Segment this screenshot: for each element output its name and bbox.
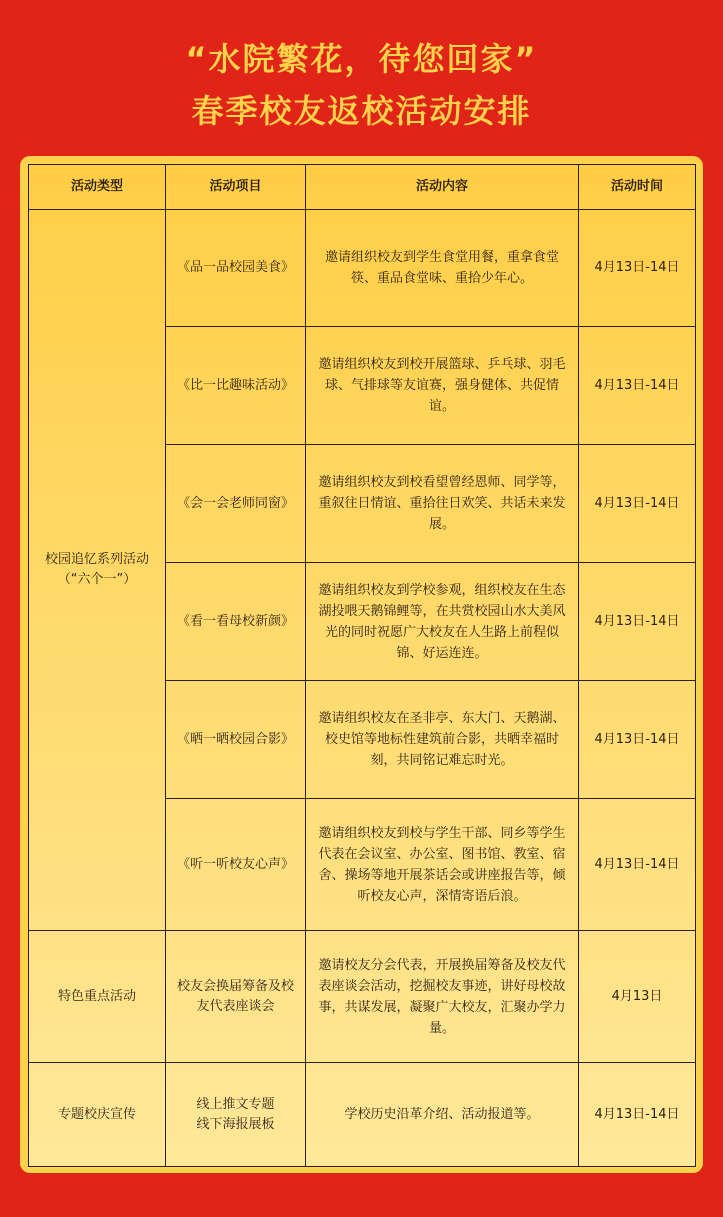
activity-time-cell: 4月13日-14日	[579, 563, 696, 681]
activity-type-cell: 特色重点活动	[29, 931, 166, 1063]
activity-content-cell: 邀请组织校友到校与学生干部、同乡等学生代表在会议室、办公室、图书馆、教室、宿舍、操场等地开展茶话会或讲座报告等，倾听校友心声，深情寄语后浪。	[306, 799, 579, 931]
activity-time-cell: 4月13日	[579, 931, 696, 1063]
table-row	[29, 1063, 696, 1167]
activity-item-cell: 《会一会老师同窗》	[166, 445, 306, 563]
header-activity-time: 活动时间	[579, 165, 696, 210]
activity-content-cell: 邀请组织校友到学生食堂用餐，重拿食堂筷、重品食堂味、重拾少年心。	[306, 210, 579, 327]
activity-item-cell: 《比一比趣味活动》	[166, 327, 306, 445]
activity-item-line1: 线上推文专题	[196, 1096, 275, 1112]
table-header-row	[29, 165, 696, 210]
header-activity-item: 活动项目	[166, 165, 306, 210]
activity-time-cell: 4月13日-14日	[579, 210, 696, 327]
activity-item-cell: 《看一看母校新颜》	[166, 563, 306, 681]
activity-item-line2: 线下海报展板	[196, 1116, 275, 1132]
table-row	[29, 210, 696, 327]
activity-time-cell: 4月13日-14日	[579, 327, 696, 445]
activity-content-cell: 邀请组织校友到校看望曾经恩师、同学等，重叙往日情谊、重拾往日欢笑、共话未来发展。	[306, 445, 579, 563]
activity-content-cell: 学校历史沿革介绍、活动报道等。	[306, 1063, 579, 1167]
activity-item-cell: 校友会换届筹备及校友代表座谈会	[166, 931, 306, 1063]
header-activity-content: 活动内容	[306, 165, 579, 210]
page-title-line2: 春季校友返校活动安排	[191, 92, 532, 130]
activity-item-cell	[166, 1063, 306, 1167]
activity-item-cell: 《晒一晒校园合影》	[166, 681, 306, 799]
activity-type-label: 校园追忆系列活动	[44, 552, 149, 567]
activity-time-cell: 4月13日-14日	[579, 681, 696, 799]
activity-type-cell	[29, 210, 166, 931]
activity-type-cell: 专题校庆宣传	[29, 1063, 166, 1167]
activity-time-cell: 4月13日-14日	[579, 445, 696, 563]
page-title-line1: “水院繁花，待您回家”	[185, 40, 538, 78]
activity-time-cell: 4月13日-14日	[579, 799, 696, 931]
activity-item-cell: 《听一听校友心声》	[166, 799, 306, 931]
activity-item-cell: 《品一品校园美食》	[166, 210, 306, 327]
activity-schedule-table	[28, 164, 696, 1167]
activity-content-cell: 邀请组织校友到校开展篮球、乒乓球、羽毛球、气排球等友谊赛，强身健体、共促情谊。	[306, 327, 579, 445]
table-row	[29, 931, 696, 1063]
activity-content-cell: 邀请组织校友到学校参观，组织校友在生态湖投喂天鹅锦鲤等，在共赏校园山水大美风光的同时祝愿广大校友在人生路上前程似锦、好运连连。	[306, 563, 579, 681]
activity-time-cell: 4月13日-14日	[579, 1063, 696, 1167]
activity-content-cell: 邀请校友分会代表，开展换届筹备及校友代表座谈会活动，挖掘校友事迹，讲好母校故事，共谋发展，凝聚广大校友，汇聚办学力量。	[306, 931, 579, 1063]
header-activity-type: 活动类型	[29, 165, 166, 210]
activity-type-sublabel: （“六个一”）	[57, 572, 137, 587]
activity-content-cell: 邀请组织校友在圣非亭、东大门、天鹅湖、校史馆等地标性建筑前合影，共晒幸福时刻，共同铭记难忘时光。	[306, 681, 579, 799]
